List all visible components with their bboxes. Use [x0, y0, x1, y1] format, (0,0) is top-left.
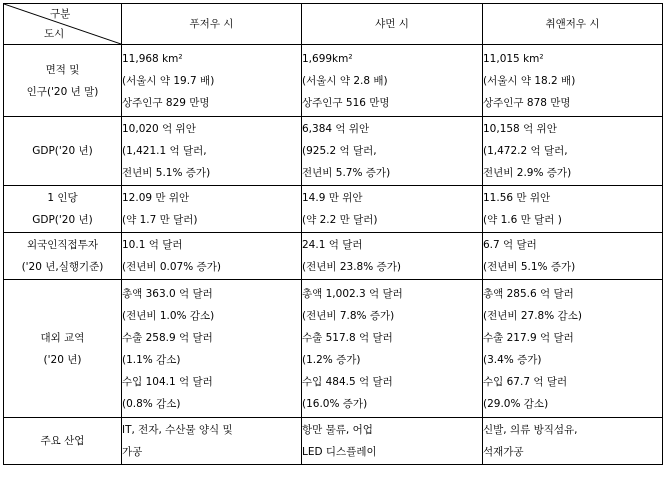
- table-row-major-industries: [4, 418, 663, 465]
- row-header: 대외 교역 ('20 년): [4, 280, 122, 418]
- column-header-fuzhou: 푸저우 시: [122, 4, 302, 45]
- city-comparison-table: [3, 3, 663, 465]
- diagonal-bottom-label: 도시: [44, 28, 65, 40]
- table-cell: IT, 전자, 수산물 양식 및 가공: [122, 418, 302, 465]
- table-row-fdi: [4, 233, 663, 280]
- table-cell: 12.09 만 위안 (약 1.7 만 달러): [122, 186, 302, 233]
- row-header: 1 인당 GDP('20 년): [4, 186, 122, 233]
- column-header-quanzhou: 취앤저우 시: [483, 4, 663, 45]
- table-row-area-population: [4, 45, 663, 117]
- table-cell: 10,020 억 위안 (1,421.1 억 달러, 전년비 5.1% 증가): [122, 117, 302, 186]
- row-header: GDP('20 년): [4, 117, 122, 186]
- table-cell: 11.56 만 위안 (약 1.6 만 달러 ): [483, 186, 663, 233]
- row-header: 외국인직접투자 ('20 년,실행기준): [4, 233, 122, 280]
- row-header: 주요 산업: [4, 418, 122, 465]
- table-cell: 1,699km² (서울시 약 2.8 배) 상주인구 516 만명: [302, 45, 483, 117]
- table-cell: 총액 363.0 억 달러 (전년비 1.0% 감소) 수출 258.9 억 달러 (1.1% 감소) 수입 104.1 억 달러 (0.8% 감소): [122, 280, 302, 418]
- diagonal-header-cell: [4, 4, 122, 45]
- table-cell: 신발, 의류 방직섬유, 석재가공: [483, 418, 663, 465]
- table-cell: 14.9 만 위안 (약 2.2 만 달러): [302, 186, 483, 233]
- table-cell: 총액 285.6 억 달러 (전년비 27.8% 감소) 수출 217.9 억 달러 (3.4% 증가) 수입 67.7 억 달러 (29.0% 감소): [483, 280, 663, 418]
- table-cell: 11,015 km² (서울시 약 18.2 배) 상주인구 878 만명: [483, 45, 663, 117]
- table-cell: 10.1 억 달러 (전년비 0.07% 증가): [122, 233, 302, 280]
- table-cell: 6,384 억 위안 (925.2 억 달러, 전년비 5.7% 증가): [302, 117, 483, 186]
- table-cell: 항만 물류, 어업 LED 디스플레이: [302, 418, 483, 465]
- table-cell: 총액 1,002.3 억 달러 (전년비 7.8% 증가) 수출 517.8 억 달러 (1.2% 증가) 수입 484.5 억 달러 (16.0% 증가): [302, 280, 483, 418]
- table-row-gdp: [4, 117, 663, 186]
- table-row-gdp-per-capita: [4, 186, 663, 233]
- diagonal-top-label: 구분: [50, 8, 71, 20]
- column-header-xiamen: 샤먼 시: [302, 4, 483, 45]
- table-cell: 11,968 km² (서울시 약 19.7 배) 상주인구 829 만명: [122, 45, 302, 117]
- header-row: [4, 4, 663, 45]
- table-cell: 24.1 억 달러 (전년비 23.8% 증가): [302, 233, 483, 280]
- table-cell: 10,158 억 위안 (1,472.2 억 달러, 전년비 2.9% 증가): [483, 117, 663, 186]
- table-row-trade: [4, 280, 663, 418]
- table-cell: 6.7 억 달러 (전년비 5.1% 증가): [483, 233, 663, 280]
- row-header: 면적 및 인구('20 년 말): [4, 45, 122, 117]
